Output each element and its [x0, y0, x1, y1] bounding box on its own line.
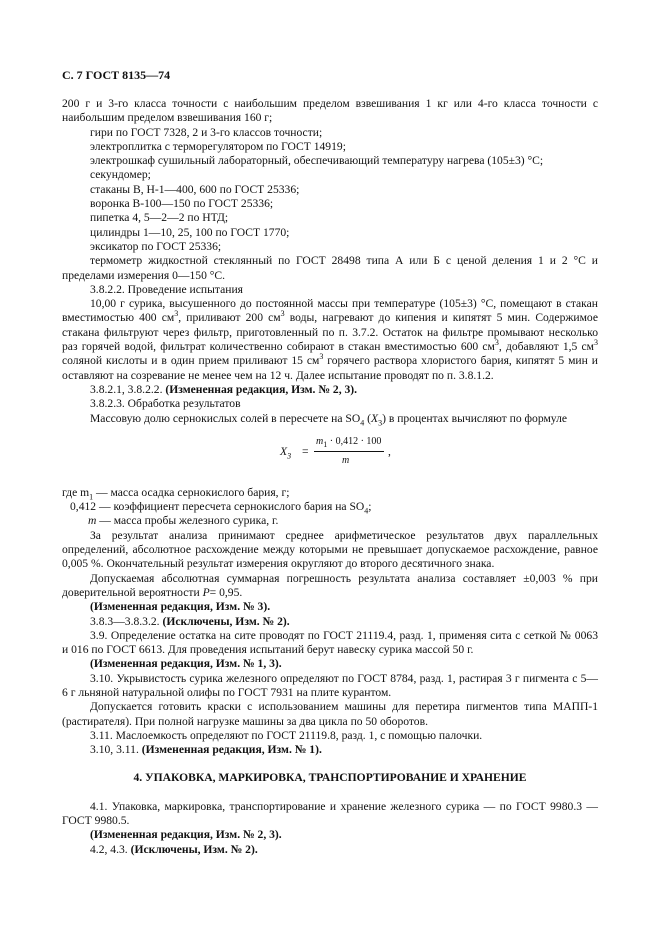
fraction-bar [314, 451, 384, 452]
list-item: стаканы В, Н-1—400, 600 по ГОСТ 25336; [90, 182, 300, 196]
thermometer-item: термометр жидкостной стеклянный по ГОСТ 28498 типа А или Б с ценой деления 1 и 2 °С и пределами измерения 0—150 °С. [62, 254, 598, 282]
list-item: цилиндры 1—10, 25, 100 по ГОСТ 1770; [90, 225, 290, 239]
list-item: электрошкаф сушильный лабораторный, обеспечивающий температуру нагрева (105±3) °С; [90, 154, 544, 168]
list-item: гири по ГОСТ 7328, 2 и 3-го классов точности; [90, 125, 323, 139]
list-item: электроплитка с терморегулятором по ГОСТ 14919; [90, 139, 346, 153]
edition-note: (Измененная редакция, Изм. № 1, 3). [90, 657, 282, 671]
paragraph-3-9: 3.9. Определение остатка на сите проводят по ГОСТ 21119.4, разд. 1, применяя сита с сеткой № 0063 и 016 по ГОСТ 6613. Для проведения испытаний берут навеску сурика массой 50 г. [62, 628, 598, 657]
list-item: воронка В-100—150 по ГОСТ 25336; [90, 197, 274, 211]
definition-m1: где $m_1$ — масса осадка сернокислого бария, г; [62, 485, 290, 502]
error-paragraph: Допускаемая абсолютная суммарная погрешность результата анализа составляет ±0,003 % при доверительной вероятности Р= 0,95. [62, 571, 598, 599]
edition-note: 3.8.3—3.8.3.2. (Исключены, Изм. № 2). [90, 614, 290, 628]
paragraph-4-1: 4.1. Упаковка, маркировка, транспортирование и хранение железного сурика — по ГОСТ 9980.3 — ГОСТ 9980.5. [62, 799, 598, 828]
subsection-3823-title: 3.8.2.3. Обработка результатов [90, 397, 241, 411]
formula-comma: , [388, 444, 391, 458]
formula-equals: = [302, 444, 309, 458]
edition-note: (Измененная редакция, Изм. № 2, 3). [90, 828, 282, 842]
list-item: секундомер; [90, 168, 151, 182]
page-content [62, 97, 598, 857]
result-paragraph: За результат анализа принимают среднее арифметическое результатов двух параллельных определений, абсолютное расхождение между которыми не превышает допускаемое расхождение, равное 0,005 %. Окончательный результат измерения округляют до второго десятичного знака. [62, 528, 598, 571]
equipment-list [62, 126, 598, 255]
edition-note: 4.2, 4.3. (Исключены, Изм. № 2). [90, 842, 258, 856]
definition-m: m — масса пробы железного сурика, г. [88, 514, 279, 528]
formula-lhs: $X_3$ [280, 444, 292, 461]
edition-note: 3.10, 3.11. (Измененная редакция, Изм. № 1). [90, 743, 322, 757]
paragraph-3-11: 3.11. Маслоемкость определяют по ГОСТ 21119.8, разд. 1, с помощью палочки. [90, 728, 483, 742]
definition-coefficient: 0,412 — коэффициент пересчета сернокислого бария на $SO_4$; [70, 500, 372, 516]
formula [62, 434, 598, 474]
edition-note: 3.8.2.1, 3.8.2.2. (Измененная редакция, Изм. № 2, 3). [90, 382, 358, 396]
formula-denominator: m [342, 454, 350, 466]
list-item: эксикатор по ГОСТ 25336; [90, 239, 222, 253]
edition-note: (Измененная редакция, Изм. № 3). [90, 600, 271, 614]
formula-numerator: $m_1 \cdot 0,412 \cdot 100$ [316, 435, 382, 449]
page-header: С. 7 ГОСТ 8135—74 [62, 68, 171, 82]
mass-fraction-paragraph: Массовую долю сернокислых солей в пересчете на $SO_4$ $(X_3)$ в процентах вычисляют по формуле [90, 411, 568, 427]
paragraph-3-10-note: Допускается готовить краски с использованием машины для перетира пигментов типа МАПП-1 (растирателя). При полной нагрузке машины за два цикла по 50 оборотов. [62, 700, 598, 728]
paragraph-scales-continued: 200 г и 3-го класса точности с наибольшим пределом взвешивания 1 кг или 4-го класса точности с наибольшим пределом взвешивания 160 г; [62, 97, 598, 125]
list-item: пипетка 4, 5—2—2 по НТД; [90, 211, 229, 225]
section-4-heading: 4. УПАКОВКА, МАРКИРОВКА, ТРАНСПОРТИРОВАНИЕ И ХРАНЕНИЕ [133, 771, 527, 785]
test-procedure-paragraph: 10,00 г сурика, высушенного до постоянной массы при температуре (105±3) °С, помещают в стакан вместимостью 400 $см^3$, приливают 200 $см^3$ воды, нагревают до кипения и кипятят 5 мин. Содержимое стакана фильтруют через фильтр, приготовленный по п. 3.7.2. Остаток на фильтре промывают несколько раз горячей водой, фильтрат количественно собирают в стакан вместимостью 600 $см^3$, добавляют 1,5 $см^3$ соляной кислоты и в один прием приливают 15 $см^3$ горячего раствора хлористого бария, кипятят 5 мин и оставляют на созревание не менее чем на 12 ч. Далее испытание проводят по п. 3.8.1.2. [62, 297, 599, 382]
formula-definitions [62, 486, 598, 529]
paragraph-3-10: 3.10. Укрывистость сурика железного определяют по ГОСТ 8784, разд. 1, растирая 3 г пигмента с 5—6 г льняной натуральной олифы по ГОСТ 7931 на плите курантом. [62, 671, 598, 699]
subsection-3822-title: 3.8.2.2. Проведение испытания [90, 282, 243, 296]
